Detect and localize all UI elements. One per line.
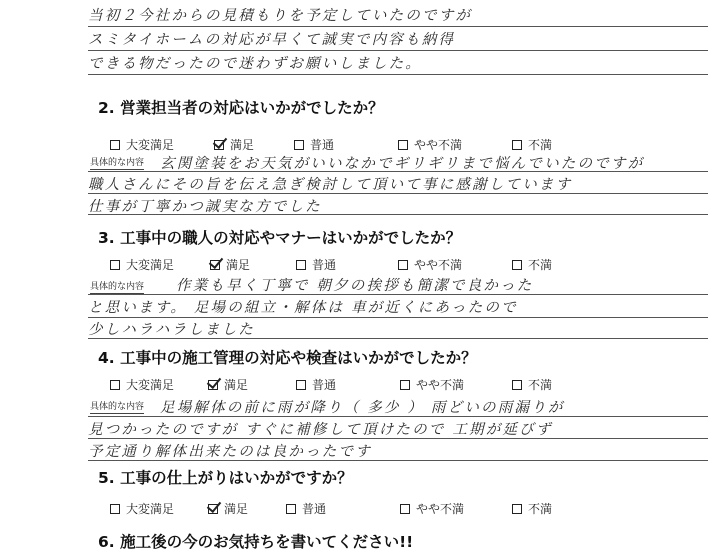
option-very-satisfied[interactable] [110, 376, 174, 393]
option-neutral[interactable] [296, 376, 336, 393]
option-neutral[interactable] [296, 256, 336, 273]
checkbox[interactable] [110, 260, 120, 270]
satisfaction-options [110, 376, 670, 398]
option-slightly-dissatisfied[interactable] [398, 136, 462, 153]
checkbox[interactable] [208, 504, 218, 514]
option-label: 不満 [528, 502, 553, 516]
divider [88, 171, 708, 172]
checkbox[interactable] [296, 260, 306, 270]
divider [88, 338, 708, 339]
comment-line: 職人さんにその旨を伝え急ぎ検討して頂いて事に感謝しています [88, 177, 573, 193]
question-title: 4. 工事中の施工管理の対応や検査はいかがでしたか？ [98, 349, 477, 367]
satisfaction-options [110, 500, 670, 522]
option-label: 大変満足 [126, 502, 175, 516]
option-label: やや不満 [416, 502, 465, 516]
divider [88, 294, 708, 295]
option-label: 大変満足 [126, 258, 175, 272]
divider [88, 26, 708, 27]
option-dissatisfied[interactable] [512, 136, 552, 153]
intro-line: スミタイホームの対応が早くて誠実で内容も納得 [88, 32, 456, 48]
option-slightly-dissatisfied[interactable] [398, 256, 462, 273]
option-label: やや不満 [414, 138, 463, 152]
checkbox[interactable] [214, 140, 224, 150]
detail-label: 具体的な内容 [90, 282, 145, 292]
divider [88, 438, 708, 439]
option-satisfied[interactable] [214, 136, 254, 153]
divider [88, 50, 708, 51]
comment-line: 作業も早く丁寧で 朝夕の挨拶も簡潔で良かった [176, 278, 534, 294]
option-neutral[interactable] [286, 500, 326, 517]
checkbox[interactable] [398, 260, 408, 270]
option-label: 普通 [312, 258, 337, 272]
option-label: やや不満 [416, 378, 465, 392]
option-label: 不満 [528, 138, 553, 152]
checkbox[interactable] [398, 140, 408, 150]
option-satisfied[interactable] [208, 376, 248, 393]
checkbox[interactable] [286, 504, 296, 514]
detail-label: 具体的な内容 [90, 158, 145, 168]
checkbox[interactable] [512, 504, 522, 514]
intro-line: できる物だったので迷わずお願いしました。 [88, 56, 422, 72]
option-label: 満足 [226, 258, 251, 272]
option-neutral[interactable] [294, 136, 334, 153]
option-label: 普通 [312, 378, 337, 392]
checkbox[interactable] [400, 380, 410, 390]
option-dissatisfied[interactable] [512, 500, 552, 517]
question-title: 5. 工事の仕上がりはいかがですか？ [98, 469, 353, 487]
option-label: 満足 [230, 138, 255, 152]
option-dissatisfied[interactable] [512, 376, 552, 393]
intro-line: 当初２今社からの見積もりを予定していたのですが [88, 8, 473, 24]
option-label: 満足 [224, 502, 249, 516]
option-satisfied[interactable] [208, 500, 248, 517]
divider [88, 416, 708, 417]
option-label: 普通 [310, 138, 335, 152]
option-label: 大変満足 [126, 138, 175, 152]
divider [88, 74, 708, 75]
checkbox[interactable] [512, 140, 522, 150]
question-title: 3. 工事中の職人の対応やマナーはいかがでしたか？ [98, 229, 462, 247]
option-label: 不満 [528, 378, 553, 392]
option-label: やや不満 [414, 258, 463, 272]
checkbox[interactable] [208, 380, 218, 390]
checkbox[interactable] [296, 380, 306, 390]
comment-line: 玄関塗装をお天気がいいなかでギリギリまで悩んでいたのですが [160, 156, 645, 172]
checkbox[interactable] [512, 380, 522, 390]
comment-line: 足場解体の前に雨が降り（ 多少 ） 雨どいの雨漏りが [160, 400, 565, 416]
checkbox[interactable] [294, 140, 304, 150]
checkbox[interactable] [512, 260, 522, 270]
option-label: 不満 [528, 258, 553, 272]
divider [88, 193, 708, 194]
option-very-satisfied[interactable] [110, 500, 174, 517]
checkbox[interactable] [110, 380, 120, 390]
comment-line: 予定通り解体出来たのは良かったです [88, 444, 372, 460]
comment-line: 見つかったのですが すぐに補修して頂けたので 工期が延びず [88, 422, 553, 438]
detail-label: 具体的な内容 [90, 402, 145, 412]
option-very-satisfied[interactable] [110, 256, 174, 273]
checkbox[interactable] [110, 140, 120, 150]
divider [88, 460, 708, 461]
option-label: 普通 [302, 502, 327, 516]
checkbox[interactable] [110, 504, 120, 514]
comment-line: 少しハラハラしました [88, 322, 255, 338]
divider [88, 214, 708, 215]
question-title: 2. 営業担当者の対応はいかがでしたか？ [98, 99, 384, 117]
option-dissatisfied[interactable] [512, 256, 552, 273]
option-slightly-dissatisfied[interactable] [400, 376, 464, 393]
checkbox[interactable] [210, 260, 220, 270]
comment-line: 仕事が丁寧かつ誠実な方でした [88, 199, 322, 215]
option-very-satisfied[interactable] [110, 136, 174, 153]
option-slightly-dissatisfied[interactable] [400, 500, 464, 517]
checkbox[interactable] [400, 504, 410, 514]
option-label: 大変満足 [126, 378, 175, 392]
option-satisfied[interactable] [210, 256, 250, 273]
comment-line: と思います。 足場の組立・解体は 車が近くにあったので [88, 300, 518, 316]
option-label: 満足 [224, 378, 249, 392]
question-title: 6. 施工後の今のお気持ちを書いてください!! [98, 533, 414, 551]
